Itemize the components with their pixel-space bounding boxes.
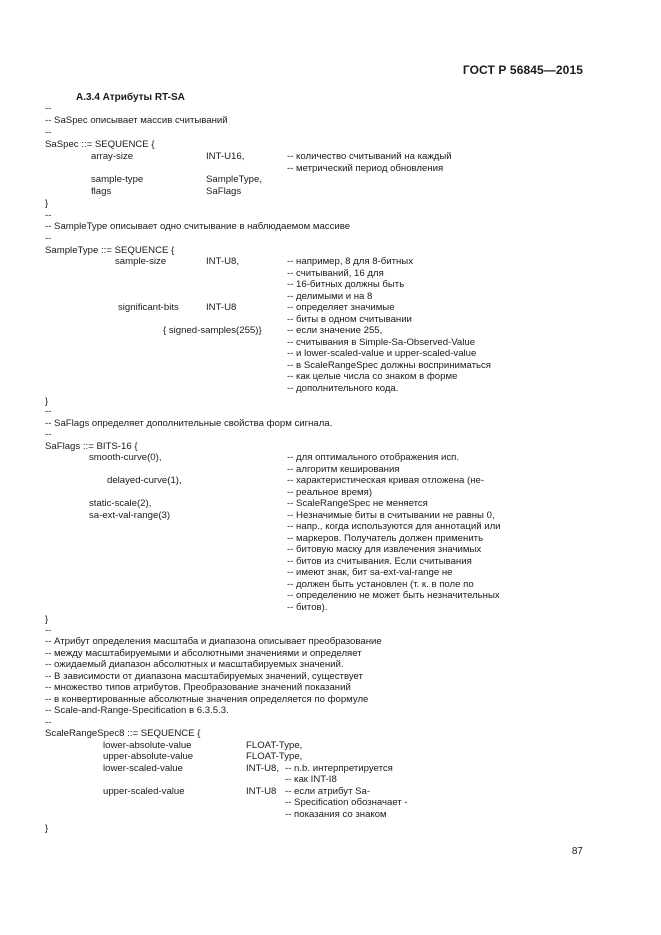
field-comment: -- имеют знак, бит sa-ext-val-range не [287,567,453,578]
field-name: lower-absolute-value [103,740,192,751]
comment-line: -- В зависимости от диапазона масштабируемых значений, существует [45,671,363,682]
comment-line: -- [45,210,52,221]
closing-brace: } [45,614,49,625]
field-name: delayed-curve(1), [107,475,182,486]
field-comment: -- напр., когда используются для аннотаций или [287,521,501,532]
field-comment: -- 16-битных должны быть [287,279,405,290]
field-comment: -- для оптимального отображения исп. [287,452,460,463]
field-comment: -- как INT-I8 [285,774,337,785]
comment-line: -- [45,717,52,728]
comment-line: -- Scale-and-Range-Specification в 6.3.5.3. [45,705,229,716]
field-comment: -- алгоритм кеширования [287,464,400,475]
comment-line: -- SaSpec описывает массив считываний [45,115,228,126]
field-comment: -- как целые числа со знаком в форме [287,371,458,382]
field-comment: -- показания со знаком [285,809,387,820]
comment-line: -- [45,625,52,636]
page-number: 87 [571,846,583,857]
field-comment: -- например, 8 для 8-битных [287,256,414,267]
field-name: sa-ext-val-range(3) [89,510,171,521]
field-name: flags [91,186,112,197]
field-type: INT-U8 [206,302,237,313]
field-comment: -- n.b. интерпретируется [285,763,393,774]
field-comment: -- битов из считывания. Если считывания [287,556,472,567]
field-name: smooth-curve(0), [89,452,162,463]
comment-line: -- Атрибут определения масштаба и диапазона описывает преобразование [45,636,382,647]
field-comment: -- битов). [287,602,328,613]
comment-line: -- в конвертированные абсолютные значения определяется по формуле [45,694,369,705]
comment-line: -- [45,429,52,440]
comment-line: -- [45,233,52,244]
field-comment: -- определению не может быть незначительных [287,590,500,601]
field-type: SaFlags [206,186,242,197]
field-name: array-size [91,151,134,162]
closing-brace: } [45,396,49,407]
field-type: INT-U8, [206,256,240,267]
field-comment: -- маркеров. Получатель должен применить [287,533,484,544]
field-type: INT-U8, [246,763,280,774]
field-name: sample-type [91,174,144,185]
type-definition: SampleType ::= SEQUENCE { [45,245,175,256]
field-name: sample-size [115,256,167,267]
field-name: { signed-samples(255)} [163,325,262,336]
field-name: static-scale(2), [89,498,152,509]
field-comment: -- делимыми и на 8 [287,291,373,302]
field-comment: -- метрический период обновления [287,163,444,174]
field-type: FLOAT-Type, [246,740,303,751]
field-name: lower-scaled-value [103,763,183,774]
field-comment: -- битовую маску для извлечения значимых [287,544,482,555]
field-comment: -- реальное время) [287,487,373,498]
field-comment: -- Specification обозначает - [285,797,408,808]
field-name: upper-absolute-value [103,751,194,762]
field-comment: -- количество считываний на каждый [287,151,452,162]
comment-line: -- SaFlags определяет дополнительные свойства форм сигнала. [45,418,333,429]
comment-line: -- SampleType описывает одно считывание в наблюдаемом массиве [45,221,351,232]
field-type: SampleType, [206,174,262,185]
comment-line: -- между масштабируемыми и абсолютными значениями и определяет [45,648,362,659]
field-comment: -- ScaleRangeSpec не меняется [287,498,428,509]
field-comment: -- определяет значимые [287,302,395,313]
field-comment: -- если атрибут Sa- [285,786,371,797]
field-comment: -- и lower-scaled-value и upper-scaled-value [287,348,477,359]
section-title: A.3.4 Атрибуты RT-SA [76,92,185,103]
type-definition: SaFlags ::= BITS-16 { [45,441,138,452]
closing-brace: } [45,198,49,209]
closing-brace: } [45,823,49,834]
comment-line: -- [45,406,52,417]
field-type: INT-U8 [246,786,277,797]
field-comment: -- если значение 255, [287,325,383,336]
field-comment: -- считывания в Simple-Sa-Observed-Value [287,337,476,348]
field-comment: -- считываний, 16 для [287,268,384,279]
field-comment: -- должен быть установлен (т. к. в поле по [287,579,474,590]
type-definition: ScaleRangeSpec8 ::= SEQUENCE { [45,728,201,739]
document-id: ГОСТ Р 56845—2015 [462,63,583,77]
field-comment: -- Незначимые биты в считывании не равны 0, [287,510,495,521]
field-name: upper-scaled-value [103,786,185,797]
comment-line: -- ожидаемый диапазон абсолютных и масштабируемых значений. [45,659,344,670]
comment-line: -- множество типов атрибутов. Преобразование значений показаний [45,682,351,693]
type-definition: SaSpec ::= SEQUENCE { [45,139,155,150]
field-comment: -- характеристическая кривая отложена (не- [287,475,485,486]
field-name: significant-bits [118,302,179,313]
field-comment: -- дополнительного кода. [287,383,399,394]
comment-line: -- [45,127,52,138]
field-type: INT-U16, [206,151,245,162]
comment-line: -- [45,103,52,114]
field-comment: -- в ScaleRangeSpec должны восприниматься [287,360,491,371]
field-type: FLOAT-Type, [246,751,303,762]
field-comment: -- биты в одном считывании [287,314,412,325]
